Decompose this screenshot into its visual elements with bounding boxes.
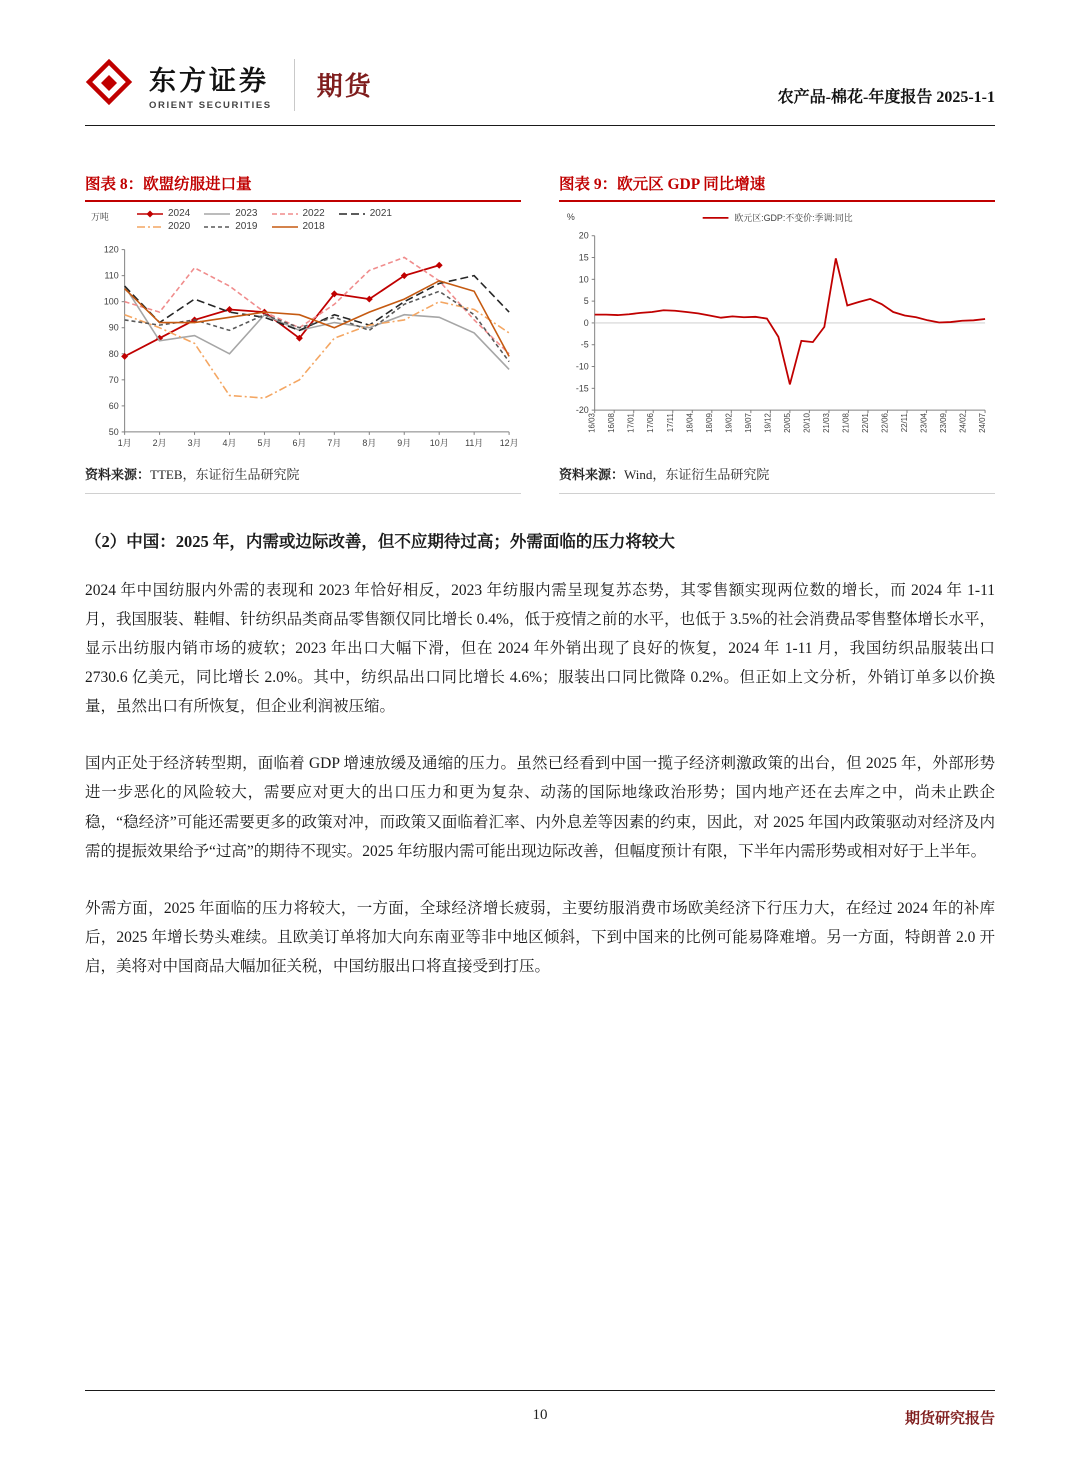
svg-text:8月: 8月 — [362, 437, 377, 448]
svg-text:欧元区:GDP:不变价:季调:同比: 欧元区:GDP:不变价:季调:同比 — [734, 212, 853, 223]
header-rule — [85, 125, 995, 126]
figure-9-chart-area — [559, 206, 995, 458]
svg-text:%: % — [566, 211, 575, 222]
report-title: 农产品-棉花-年度报告 2025-1-1 — [777, 89, 995, 106]
svg-text:120: 120 — [103, 244, 119, 255]
svg-text:20/10: 20/10 — [802, 413, 812, 433]
svg-text:19/12: 19/12 — [763, 413, 773, 433]
legend-item-2023: 2023 — [235, 208, 258, 219]
svg-text:22/11: 22/11 — [900, 413, 910, 433]
legend-item-2024: 2024 — [137, 208, 190, 219]
brand-text — [149, 59, 272, 111]
svg-text:60: 60 — [108, 400, 119, 411]
legend-item-2018: 2018 — [302, 221, 325, 232]
body-paragraph: 2024 年中国纺服内外需的表现和 2023 年恰好相反，2023 年纺服内需呈现复苏态势，其零售额实现两位数的增长，而 2024 年 1-11 月，我国服装、鞋帽、针纺织品类商品零售额仅同比增长 0.4%，低于疫情之前的水平，也低于 3.5%的社会消费品零售整体增长水平，显示出纺服内销市场的疲软；2023 年出口大幅下滑，但在 2024 年外销出现了良好的恢复，2024 年 1-11 月，我国纺织品服装出口 2730.6 亿美元，同比增长 2.0%。其中，纺织品出口同比增长 4.6%；服装出口同比微降 0.2%。但正如上文分析，外销订单多以价换量，虽然出口有所恢复，但企业利润被压缩。 — [85, 581, 995, 716]
orient-securities-logo-icon — [85, 58, 133, 111]
figure-8-source — [85, 458, 521, 494]
svg-text:18/09: 18/09 — [704, 413, 714, 433]
svg-text:12月: 12月 — [499, 437, 519, 448]
svg-text:17/01: 17/01 — [626, 413, 636, 433]
figure-8-chart-area — [85, 206, 521, 458]
svg-text:5月: 5月 — [257, 437, 272, 448]
svg-text:11月: 11月 — [465, 437, 484, 448]
eurozone-gdp-chart — [559, 206, 995, 458]
svg-text:5: 5 — [583, 296, 589, 307]
figure-9 — [559, 172, 995, 494]
svg-text:6月: 6月 — [292, 437, 307, 448]
svg-text:17/06: 17/06 — [646, 413, 656, 433]
svg-text:-20: -20 — [575, 405, 589, 416]
section-heading: （2）中国：2025 年，内需或边际改善，但不应期待过高；外需面临的压力将较大 — [85, 531, 675, 551]
svg-text:9月: 9月 — [397, 437, 412, 448]
legend-item-2020: 2020 — [168, 221, 191, 232]
svg-text:2月: 2月 — [152, 437, 167, 448]
department-label: 期货 — [316, 71, 373, 101]
svg-text:21/08: 21/08 — [841, 413, 851, 433]
svg-text:3月: 3月 — [187, 437, 202, 448]
eu-textile-import-chart — [85, 206, 521, 458]
svg-text:23/04: 23/04 — [919, 413, 929, 433]
page-header — [85, 58, 995, 125]
svg-text:20/05: 20/05 — [782, 413, 792, 433]
header-divider — [294, 59, 295, 111]
svg-text:20: 20 — [578, 230, 589, 241]
svg-text:90: 90 — [108, 322, 119, 333]
svg-text:16/08: 16/08 — [607, 413, 617, 433]
svg-text:50: 50 — [108, 426, 119, 437]
page-footer — [85, 1390, 995, 1465]
svg-text:21/03: 21/03 — [821, 413, 831, 433]
svg-text:19/07: 19/07 — [743, 413, 753, 433]
charts-row — [85, 172, 995, 494]
source-text: Wind，东证衍生品研究院 — [624, 466, 770, 482]
body-paragraph: 国内正处于经济转型期，面临着 GDP 增速放缓及通缩的压力。虽然已经看到中国一揽子经济刺激政策的出台，但 2025 年，外部形势进一步恶化的风险较大，需要应对更大的出口压力和更为复杂、动荡的国际地缘政治形势；国内地产还在去库之中，尚未止跌企稳，“稳经济”可能还需要更多的政策对冲，而政策又面临着汇率、内外息差等因素的约束，因此，对 2025 年国内政策驱动对经济及内需的提振效果给予“过高”的期待不现实。2025 年纺服内需可能出现边际改善，但幅度预计有限，下半年内需形势或相对好于上半年。 — [85, 755, 995, 860]
svg-text:22/06: 22/06 — [880, 413, 890, 433]
svg-text:17/11: 17/11 — [665, 413, 675, 433]
svg-text:10月: 10月 — [429, 437, 449, 448]
body-paragraph: 外需方面，2025 年面临的压力将较大，一方面，全球经济增长疲弱，主要纺服消费市场欧美经济下行压力大，在经过 2024 年的补库后，2025 年增长势头难续。且欧美订单将加大向东南亚等非中地区倾斜，下到中国来的比例可能易降难增。另一方面，特朗普 2.0 开启，美将对中国商品大幅加征关税，中国纺服出口将直接受到打压。 — [85, 899, 995, 976]
brand-name-cn: 东方证券 — [149, 65, 269, 96]
svg-text:24/07: 24/07 — [978, 413, 988, 433]
footer-label: 期货研究报告 — [904, 1411, 995, 1427]
brand-name-en: ORIENT SECURITIES — [149, 99, 272, 111]
figure-9-source — [559, 458, 995, 494]
svg-text:110: 110 — [104, 270, 119, 281]
svg-text:4月: 4月 — [222, 437, 237, 448]
svg-text:1月: 1月 — [117, 437, 132, 448]
figure-8-title: 图表 8：欧盟纺服进口量 — [85, 172, 521, 202]
svg-text:16/03: 16/03 — [587, 413, 597, 433]
svg-text:-15: -15 — [575, 383, 589, 394]
legend-item-2019: 2019 — [235, 221, 258, 232]
figure-9-title: 图表 9：欧元区 GDP 同比增速 — [559, 172, 995, 202]
legend-item-2021: 2021 — [369, 208, 392, 219]
svg-text:80: 80 — [108, 348, 119, 359]
svg-text:24/02: 24/02 — [958, 413, 968, 433]
svg-text:19/02: 19/02 — [724, 413, 734, 433]
svg-text:100: 100 — [103, 296, 119, 307]
svg-text:万吨: 万吨 — [90, 211, 109, 222]
figure-8 — [85, 172, 521, 494]
svg-text:10: 10 — [578, 274, 589, 285]
source-label: 资料来源： — [559, 466, 625, 482]
svg-text:-5: -5 — [580, 339, 589, 350]
figure-8-legend — [137, 208, 437, 232]
svg-text:23/09: 23/09 — [939, 413, 949, 433]
svg-text:18/04: 18/04 — [685, 413, 695, 433]
svg-text:22/01: 22/01 — [860, 413, 870, 433]
legend-item-2022: 2022 — [302, 208, 325, 219]
footer-rule — [85, 1390, 995, 1391]
svg-text:15: 15 — [578, 252, 589, 263]
page-number: 10 — [532, 1407, 548, 1423]
source-label: 资料来源： — [85, 466, 151, 482]
svg-text:70: 70 — [108, 374, 119, 385]
svg-text:7月: 7月 — [327, 437, 342, 448]
svg-text:-10: -10 — [575, 361, 589, 372]
svg-text:0: 0 — [583, 317, 589, 328]
source-text: TTEB，东证衍生品研究院 — [150, 466, 300, 482]
